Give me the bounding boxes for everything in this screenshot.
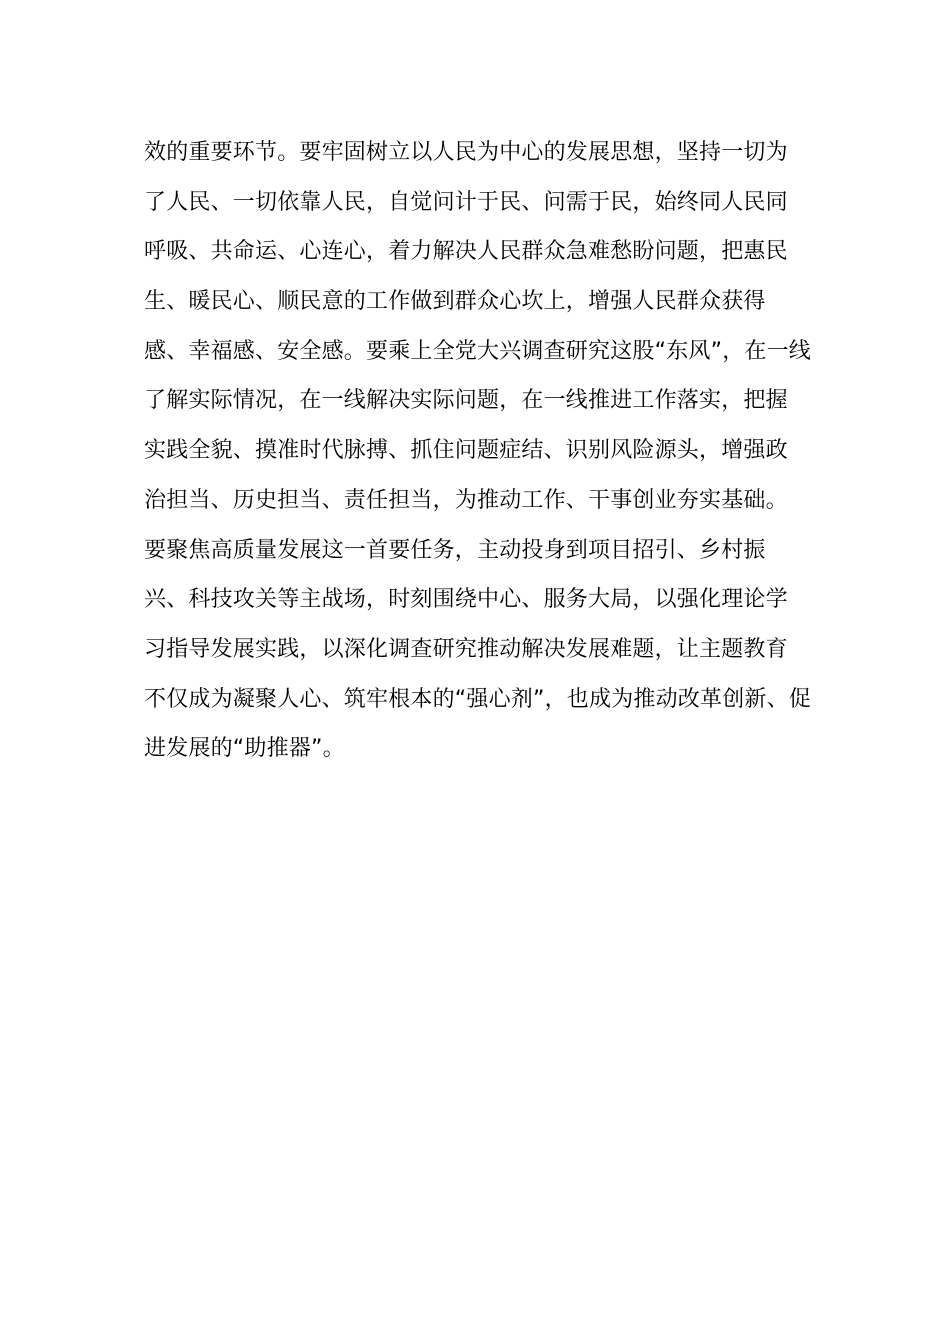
text-line-12: 不仅成为凝聚人心、筑牢根本的“强心剂”，也成为推动改革创新、促	[144, 686, 811, 712]
text-line-8: 治担当、历史担当、责任担当，为推动工作、干事创业夯实基础。	[144, 487, 788, 513]
text-line-11: 习指导发展实践，以深化调查研究推动解决发展难题，让主题教育	[144, 636, 788, 662]
body-paragraph	[144, 128, 816, 774]
text-line-5: 感、幸福感、安全感。要乘上全党大兴调查研究这股“东风”，在一线	[144, 338, 811, 364]
text-line-3: 呼吸、共命运、心连心，着力解决人民群众急难愁盼问题，把惠民	[144, 239, 788, 265]
text-line-1: 效的重要环节。要牢固树立以人民为中心的发展思想，坚持一切为	[144, 140, 788, 165]
text-line-7: 实践全貌、摸准时代脉搏、抓住问题症结、识别风险源头，增强政	[144, 438, 788, 464]
text-line-4: 生、暖民心、顺民意的工作做到群众心坎上，增强人民群众获得	[144, 289, 766, 315]
text-line-2: 了人民、一切依靠人民，自觉问计于民、问需于民，始终同人民同	[144, 189, 788, 215]
text-line-9: 要聚焦高质量发展这一首要任务，主动投身到项目招引、乡村振	[144, 537, 766, 563]
text-line-10: 兴、科技攻关等主战场，时刻围绕中心、服务大局，以强化理论学	[144, 587, 788, 613]
text-line-13: 进发展的“助推器”。	[144, 736, 345, 762]
text-line-6: 了解实际情况，在一线解决实际问题，在一线推进工作落实，把握	[144, 388, 788, 414]
